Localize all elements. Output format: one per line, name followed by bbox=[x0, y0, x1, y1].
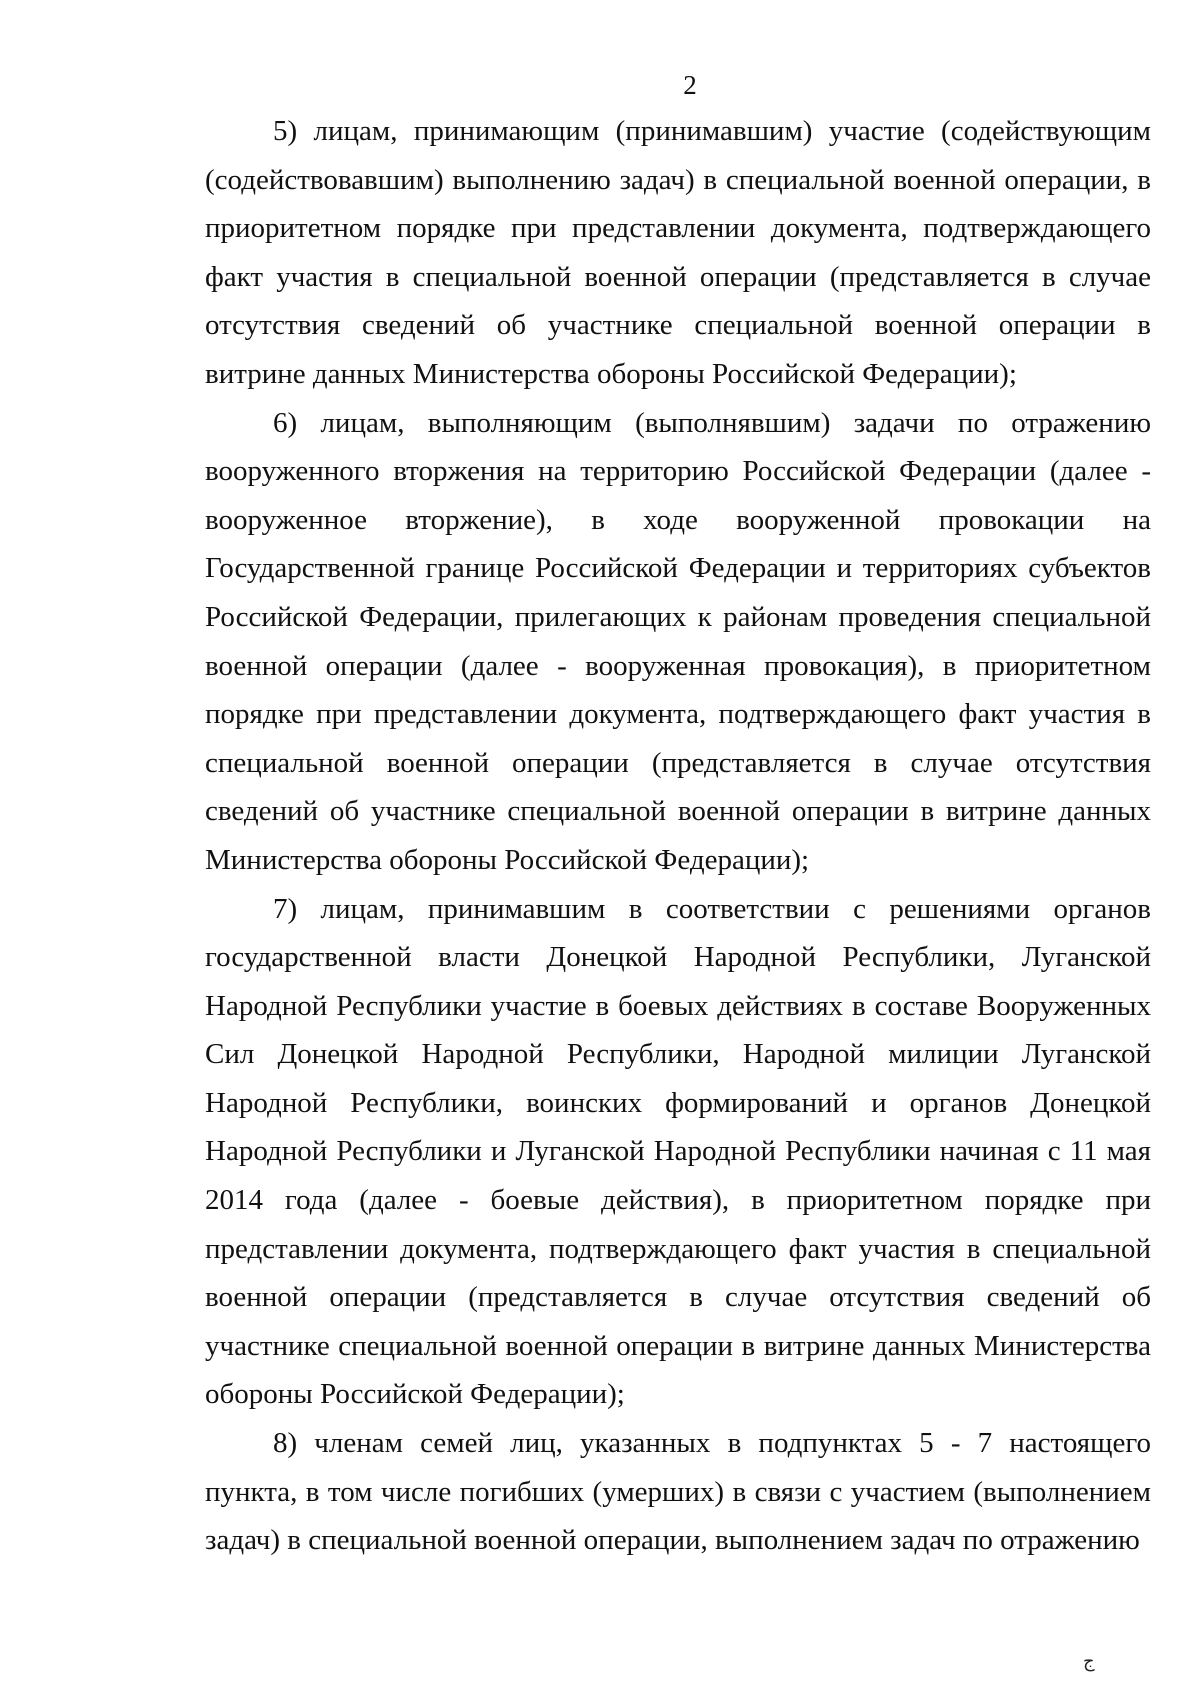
paragraph-item-6: 6) лицам, выполняющим (выполнявшим) задачи по отражению вооруженного вторжения на территорию Российской Федерации (далее - вооруженное вторжение), в ходе вооруженной провокации на Государственной границе Российской Федерации и территориях субъектов Российской Федерации, прилегающих к районам проведения специальной военной операции (далее - вооруженная провокация), в приоритетном порядке при представлении документа, подтверждающего факт участия в специальной военной операции (представляется в случае отсутствия сведений об участнике специальной военной операции в витрине данных Министерства обороны Российской Федерации); bbox=[205, 406, 1151, 876]
paragraph-item-5: 5) лицам, принимающим (принимавшим) участие (содействующим (содействовавшим) выполнению задач) в специальной военной операции, в приоритетном порядке при представлении документа, подтверждающего факт участия в специальной военной операции (представляется в случае отсутствия сведений об участнике специальной военной операции в витрине данных Министерства обороны Российской Федерации); bbox=[205, 115, 1151, 390]
document-body bbox=[205, 107, 1151, 1565]
page-number: 2 bbox=[683, 70, 697, 100]
paragraph-item-8: 8) членам семей лиц, указанных в подпунктах 5 - 7 настоящего пункта, в том числе погибших (умерших) в связи с участием (выполнением задач) в специальной военной операции, выполнением задач по отражению bbox=[205, 1427, 1151, 1557]
corner-mark: ج bbox=[1083, 1651, 1095, 1671]
paragraph-item-7: 7) лицам, принимавшим в соответствии с решениями органов государственной власти Донецкой Народной Республики, Луганской Народной Республики участие в боевых действиях в составе Вооруженных Сил Донецкой Народной Республики, Народной милиции Луганской Народной Республики, воинских формирований и органов Донецкой Народной Республики и Луганской Народной Республики начиная с 11 мая 2014 года (далее - боевые действия), в приоритетном порядке при представлении документа, подтверждающего факт участия в специальной военной операции (представляется в случае отсутствия сведений об участнике специальной военной операции в витрине данных Министерства обороны Российской Федерации); bbox=[205, 892, 1151, 1411]
